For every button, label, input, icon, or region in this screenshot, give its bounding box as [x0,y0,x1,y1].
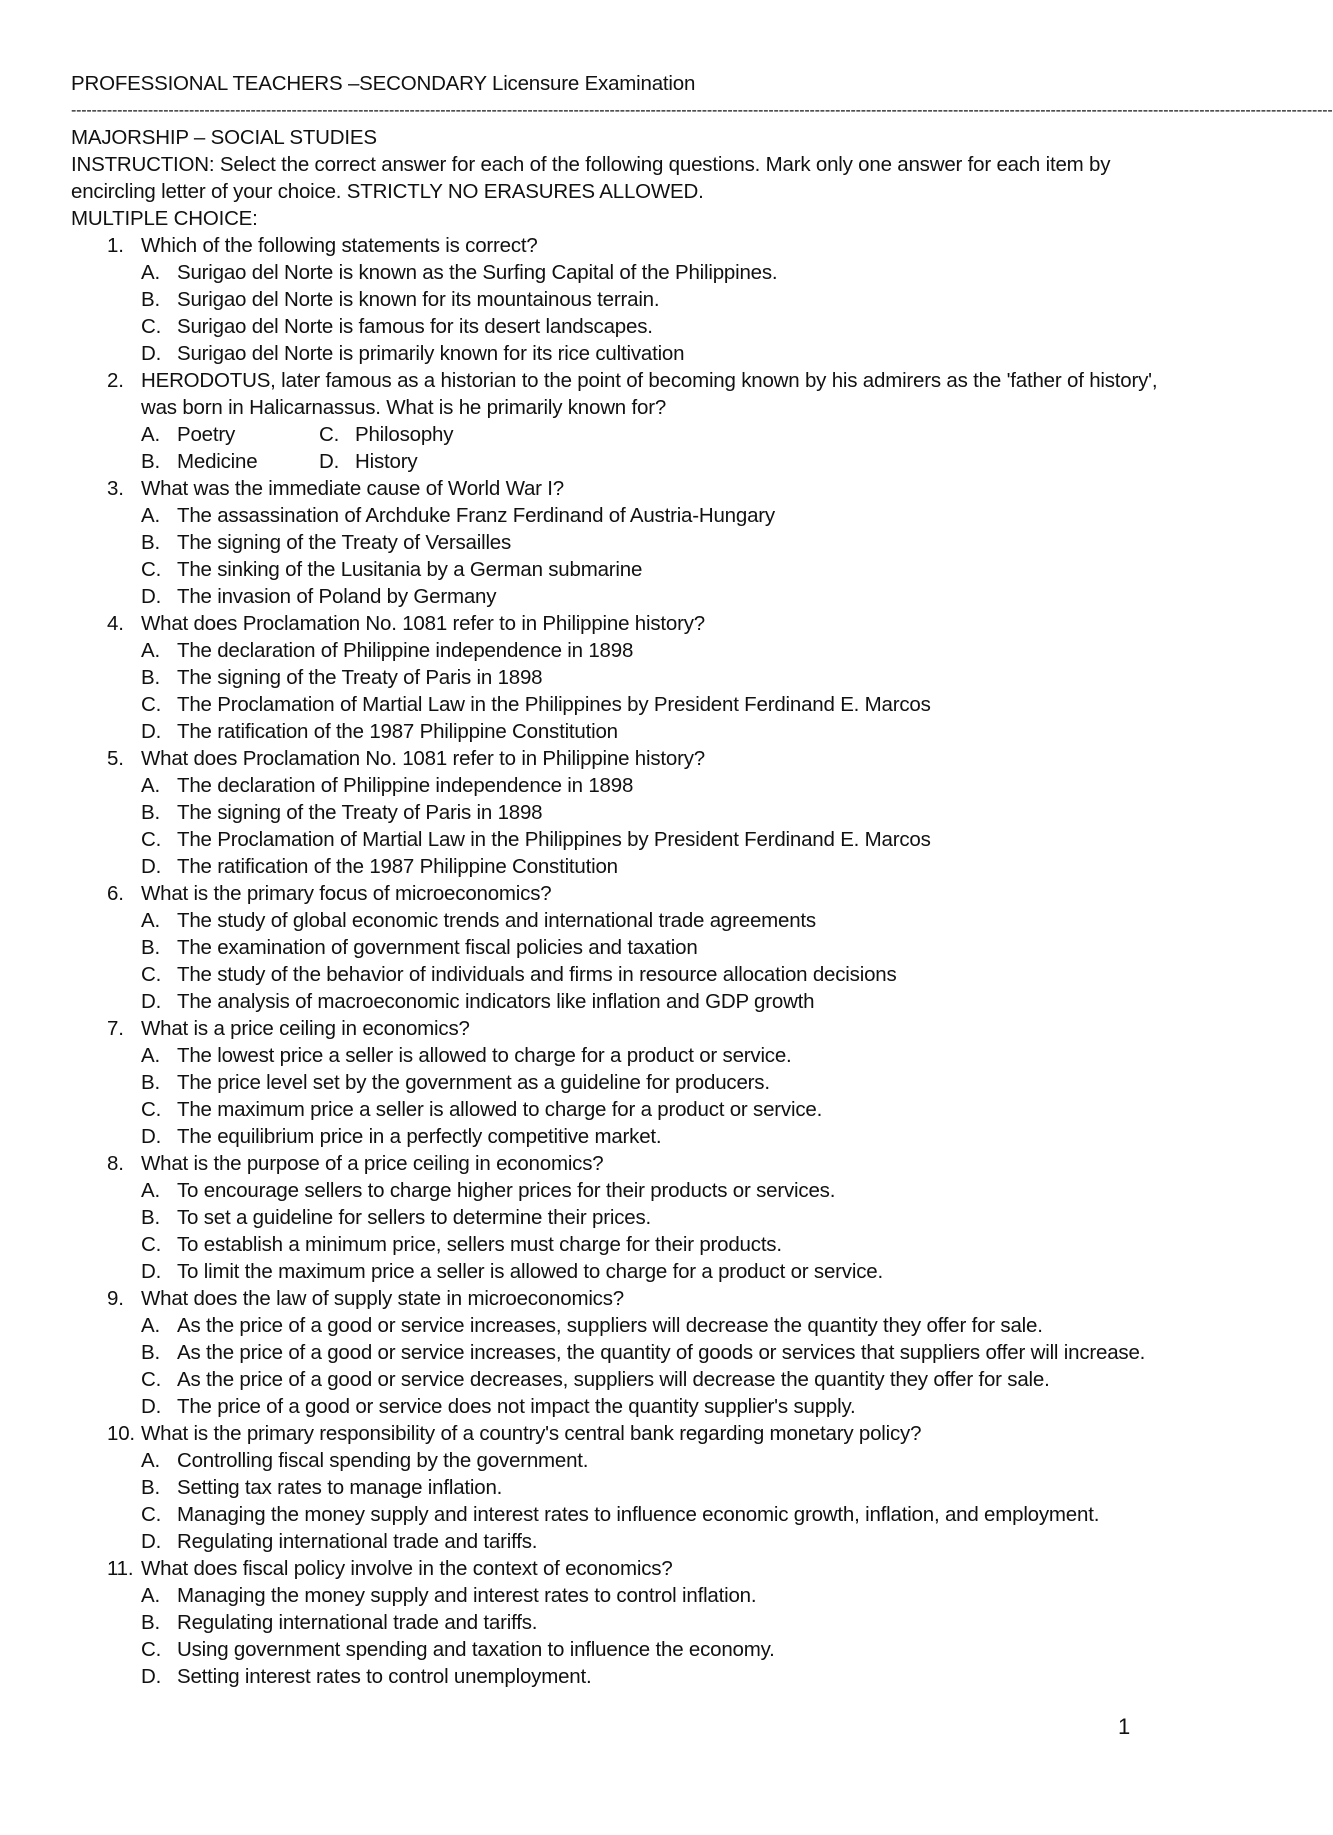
choice-letter: C. [141,1368,162,1391]
choice-text: Setting tax rates to manage inflation. [177,1476,503,1499]
choice-text: Philosophy [355,423,454,446]
choice-text: The declaration of Philippine independence in 1898 [177,639,634,662]
choice-letter: A. [141,1179,160,1202]
question-text: Which of the following statements is correct? [141,234,538,257]
choice-list [141,1042,1126,1150]
answer-choice[interactable] [141,1123,1126,1150]
question-number: 9. [107,1287,124,1310]
choice-list [141,1177,1126,1285]
choice-letter: B. [141,1476,160,1499]
choice-letter: B. [141,1341,160,1364]
dashed-divider: ------------------------------------------------------------------------------------------------------------------------------------------------------------------------------------------------------------------------------------------------------ [71,102,1333,119]
choice-list [141,259,1126,367]
choice-text: As the price of a good or service increases, suppliers will decrease the quantity they offer for sale. [177,1314,1043,1337]
choice-letter: C. [141,1638,162,1661]
answer-choice[interactable] [319,421,619,448]
answer-choice[interactable] [141,1258,1126,1285]
choice-letter: B. [141,1071,160,1094]
answer-choice[interactable] [141,1474,1126,1501]
choice-text: Medicine [177,450,258,473]
choice-text: Regulating international trade and tariffs. [177,1530,538,1553]
question-text: What is the primary focus of microeconomics? [141,882,552,905]
choice-text: The maximum price a seller is allowed to charge for a product or service. [177,1098,823,1121]
choice-list [141,772,1126,880]
section-label: MULTIPLE CHOICE: [71,207,258,230]
choice-letter: B. [141,1611,160,1634]
answer-choice[interactable] [141,961,1126,988]
answer-choice[interactable] [141,826,1126,853]
answer-choice[interactable] [141,637,1126,664]
choice-letter: C. [319,423,340,446]
choice-text: The analysis of macroeconomic indicators like inflation and GDP growth [177,990,815,1013]
answer-choice[interactable] [141,1339,1146,1366]
choice-text: As the price of a good or service decreases, suppliers will decrease the quantity they offer for sale. [177,1368,1050,1391]
answer-choice[interactable] [141,286,1126,313]
choice-text: Setting interest rates to control unemployment. [177,1665,592,1688]
question-text: What does the law of supply state in microeconomics? [141,1287,624,1310]
question-number: 5. [107,747,124,770]
question-number: 7. [107,1017,124,1040]
choice-letter: A. [141,504,160,527]
question-text: What was the immediate cause of World War I? [141,477,565,500]
answer-choice[interactable] [141,1204,1126,1231]
answer-choice[interactable] [141,988,1126,1015]
choice-letter: C. [141,828,162,851]
question-number: 11. [107,1557,134,1580]
question-text: What is the purpose of a price ceiling in economics? [141,1152,604,1175]
exam-page [71,70,1333,1690]
choice-letter: D. [319,450,340,473]
choice-letter: D. [141,585,162,608]
choice-letter: A. [141,1449,160,1472]
choice-text: The price level set by the government as a guideline for producers. [177,1071,770,1094]
choice-text: The Proclamation of Martial Law in the Philippines by President Ferdinand E. Marcos [177,693,931,716]
choice-text: The ratification of the 1987 Philippine Constitution [177,720,618,743]
choice-list [141,1582,1126,1690]
question-item [71,880,1126,1015]
choice-letter: A. [141,261,160,284]
choice-letter: D. [141,855,162,878]
page-number: 1 [1118,1714,1131,1739]
choice-letter: D. [141,720,162,743]
question-number: 1. [107,234,124,257]
choice-text: To limit the maximum price a seller is allowed to charge for a product or service. [177,1260,883,1283]
choice-text: The sinking of the Lusitania by a German submarine [177,558,643,581]
question-item [71,367,1158,475]
answer-choice[interactable] [141,799,1126,826]
question-item [71,1150,1126,1285]
choice-text: As the price of a good or service increases, the quantity of goods or services that suppliers offer will increase. [177,1341,1146,1364]
answer-choice[interactable] [141,1312,1126,1339]
answer-choice[interactable] [141,1393,1126,1420]
question-item [71,1015,1126,1150]
choice-letter: A. [141,774,160,797]
choice-letter: C. [141,1233,162,1256]
choice-text: The study of the behavior of individuals and firms in resource allocation decisions [177,963,897,986]
choice-text: The examination of government fiscal policies and taxation [177,936,698,959]
choice-text: Surigao del Norte is known as the Surfing Capital of the Philippines. [177,261,778,284]
exam-title: PROFESSIONAL TEACHERS –SECONDARY Licensure Examination [71,72,696,95]
answer-choice[interactable] [141,421,319,448]
question-item [71,232,1126,367]
answer-choice[interactable] [141,853,1126,880]
question-number: 2. [107,369,124,392]
choice-text: The study of global economic trends and international trade agreements [177,909,816,932]
answer-choice[interactable] [141,1177,1126,1204]
choice-text: Managing the money supply and interest rates to control inflation. [177,1584,757,1607]
choice-letter: B. [141,1206,160,1229]
choice-text: Using government spending and taxation to influence the economy. [177,1638,775,1661]
question-number: 10. [107,1422,135,1445]
answer-choice[interactable] [141,340,1126,367]
answer-choice[interactable] [141,529,1126,556]
choice-letter: B. [141,531,160,554]
choice-list [141,421,1126,475]
choice-letter: D. [141,1125,162,1148]
choice-text: The ratification of the 1987 Philippine Constitution [177,855,618,878]
choice-letter: B. [141,801,160,824]
answer-choice[interactable] [141,583,1126,610]
question-text: What is a price ceiling in economics? [141,1017,470,1040]
question-number: 8. [107,1152,124,1175]
question-number: 3. [107,477,124,500]
answer-choice[interactable] [141,1096,1126,1123]
choice-letter: B. [141,936,160,959]
choice-text: Surigao del Norte is primarily known for its rice cultivation [177,342,685,365]
choice-letter: C. [141,1098,162,1121]
answer-choice[interactable] [141,448,319,475]
choice-text: Surigao del Norte is famous for its desert landscapes. [177,315,653,338]
answer-choice[interactable] [141,1447,1126,1474]
choice-letter: A. [141,423,160,446]
choice-text: Poetry [177,423,236,446]
choice-letter: A. [141,909,160,932]
choice-text: History [355,450,418,473]
answer-choice[interactable] [141,1501,1126,1528]
choice-text: The price of a good or service does not impact the quantity supplier's supply. [177,1395,856,1418]
choice-letter: C. [141,1503,162,1526]
question-number: 6. [107,882,124,905]
question-text: What does fiscal policy involve in the context of economics? [141,1557,673,1580]
choice-list [141,1312,1146,1420]
choice-text: The signing of the Treaty of Paris in 1898 [177,801,543,824]
choice-list [141,502,1126,610]
answer-choice[interactable] [141,1636,1126,1663]
choice-letter: D. [141,1260,162,1283]
answer-choice[interactable] [141,556,1126,583]
question-item [71,475,1126,610]
choice-text: Regulating international trade and tariffs. [177,1611,538,1634]
answer-choice[interactable] [141,313,1126,340]
answer-choice[interactable] [141,259,1126,286]
choice-letter: D. [141,990,162,1013]
answer-choice[interactable] [141,1609,1126,1636]
choice-text: The signing of the Treaty of Paris in 1898 [177,666,543,689]
question-item [71,1555,1126,1690]
question-text: was born in Halicarnassus. What is he primarily known for? [141,396,667,419]
choice-letter: C. [141,963,162,986]
answer-choice[interactable] [141,1231,1126,1258]
answer-choice[interactable] [141,1366,1126,1393]
choice-text: Controlling fiscal spending by the government. [177,1449,589,1472]
answer-choice[interactable] [141,1582,1126,1609]
question-item [71,610,1126,745]
answer-choice[interactable] [141,1528,1126,1555]
question-item [71,1420,1126,1555]
question-text: HERODOTUS, later famous as a historian to the point of becoming known by his admirers as the 'father of history', [141,369,1158,392]
answer-choice[interactable] [141,718,1126,745]
answer-choice[interactable] [141,907,1126,934]
choice-letter: D. [141,1395,162,1418]
answer-choice[interactable] [141,664,1126,691]
choice-text: The declaration of Philippine independence in 1898 [177,774,634,797]
choice-text: The equilibrium price in a perfectly competitive market. [177,1125,662,1148]
choice-letter: A. [141,1584,160,1607]
answer-choice[interactable] [141,1042,1126,1069]
choice-letter: C. [141,315,162,338]
choice-text: Managing the money supply and interest rates to influence economic growth, inflation, and employment. [177,1503,1100,1526]
choice-letter: C. [141,693,162,716]
question-item [71,1285,1146,1420]
choice-text: To encourage sellers to charge higher prices for their products or services. [177,1179,836,1202]
choice-text: The signing of the Treaty of Versailles [177,531,512,554]
answer-choice[interactable] [141,1663,1126,1690]
choice-text: The invasion of Poland by Germany [177,585,497,608]
instruction-line: encircling letter of your choice. STRICTLY NO ERASURES ALLOWED. [71,180,704,203]
choice-list [141,1447,1126,1555]
choice-text: The Proclamation of Martial Law in the Philippines by President Ferdinand E. Marcos [177,828,931,851]
answer-choice[interactable] [141,1069,1126,1096]
choice-text: To set a guideline for sellers to determine their prices. [177,1206,652,1229]
choice-text: The lowest price a seller is allowed to charge for a product or service. [177,1044,792,1067]
choice-letter: A. [141,639,160,662]
question-item [71,745,1126,880]
question-number: 4. [107,612,124,635]
choice-letter: A. [141,1314,160,1337]
choice-text: To establish a minimum price, sellers must charge for their products. [177,1233,782,1256]
majorship-heading: MAJORSHIP – SOCIAL STUDIES [71,126,377,149]
question-list [71,232,1158,1690]
answer-choice[interactable] [141,772,1126,799]
choice-letter: D. [141,1530,162,1553]
answer-choice[interactable] [141,691,1126,718]
choice-letter: B. [141,450,160,473]
instruction-line: INSTRUCTION: Select the correct answer for each of the following questions. Mark only one answer for each item by [71,153,1111,176]
answer-choice[interactable] [141,502,1126,529]
instructions [71,151,1126,205]
choice-list [141,637,1126,745]
choice-list [141,907,1126,1015]
question-text: What is the primary responsibility of a country's central bank regarding monetary policy? [141,1422,922,1445]
answer-choice[interactable] [141,934,1126,961]
choice-letter: B. [141,288,160,311]
question-text: What does Proclamation No. 1081 refer to in Philippine history? [141,747,705,770]
answer-choice[interactable] [319,448,619,475]
choice-letter: B. [141,666,160,689]
choice-letter: D. [141,342,162,365]
choice-text: The assassination of Archduke Franz Ferdinand of Austria-Hungary [177,504,775,527]
choice-letter: D. [141,1665,162,1688]
choice-letter: A. [141,1044,160,1067]
choice-text: Surigao del Norte is known for its mountainous terrain. [177,288,660,311]
choice-letter: C. [141,558,162,581]
question-text: What does Proclamation No. 1081 refer to in Philippine history? [141,612,705,635]
